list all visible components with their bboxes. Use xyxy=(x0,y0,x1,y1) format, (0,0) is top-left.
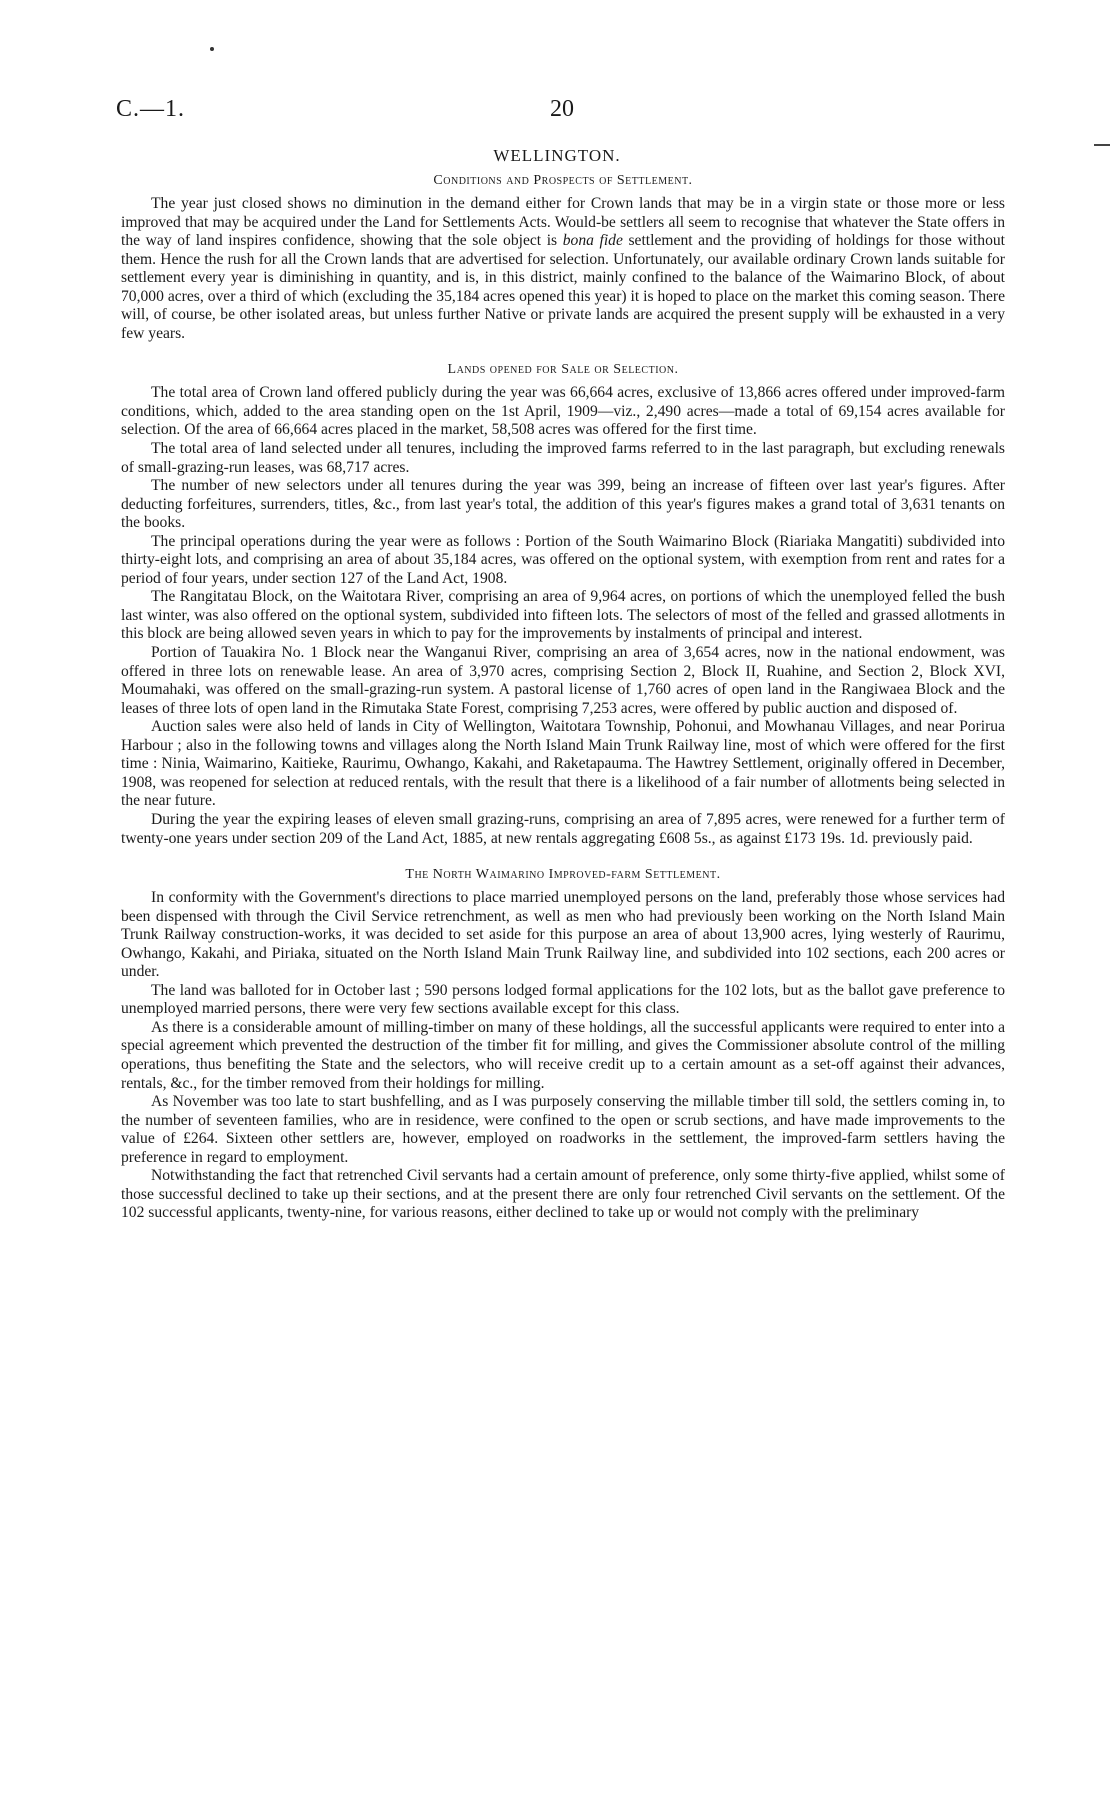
paragraph: The total area of land selected under all tenures, including the improved farms referred to in the last paragraph, but excluding renewals of small-grazing-run leases, was 68,717 acres. xyxy=(121,440,1005,476)
paragraph: In conformity with the Government's directions to place married unemployed persons on the land, preferably those whose services had been dispensed with through the Civil Service retrenchment, as well as men who had previously been working on the North Island Main Trunk Railway construction-works, it was decided to set aside for this purpose an area of about 13,900 acres, lying westerly of Raurimu, Owhango, Kakahi, and Piriaka, situated on the North Island Main Trunk Railway line, and subdivided into 102 sections, each 200 acres or under. xyxy=(121,889,1005,981)
section-heading-lands-opened: Lands opened for Sale or Selection. xyxy=(447,362,679,378)
paragraph: As November was too late to start bushfelling, and as I was purposely conserving the millable timber till sold, the settlers coming in, to the number of seventeen families, who are in residence, were confined to the open or scrub sections, and have made improvements to the value of £264. Sixteen other settlers are, however, employed on roadworks in the settlement, the improved-farm settlers having the preference in regard to employment. xyxy=(121,1093,1005,1166)
section-heading-north-waimarino: The North Waimarino Improved-farm Settlement. xyxy=(405,867,721,883)
page-body xyxy=(121,172,1005,1223)
paragraph: The number of new selectors under all tenures during the year was 399, being an increase of fifteen over last year's figures. After deducting forfeitures, surrenders, titles, &c., from last year's total, the addition of this year's figures makes a grand total of 3,631 tenants on the books. xyxy=(121,477,1005,532)
paragraph: The principal operations during the year were as follows : Portion of the South Waimarino Block (Riariaka Mangatiti) subdivided into thirty-eight lots, and comprising an area of about 35,184 acres, was offered on the optional system, with exemption from rent and rates for a period of four years, under section 127 of the Land Act, 1908. xyxy=(121,532,1005,587)
page-header xyxy=(0,0,1114,140)
paragraph: Auction sales were also held of lands in City of Wellington, Waitotara Township, Pohonui, and Mowhanau Villages, and near Porirua Harbour ; also in the following towns and villages along the North Island Main Trunk Railway line, most of which were offered for the first time : Ninia, Waimarino, Kaitieke, Raurimu, Owhango, Kakahi, and Raketapauma. The Hawtrey Settlement, originally offered in December, 1908, was reopened for selection at reduced rentals, with the result that there is a likelihood of a fair number of allotments being selected in the near future. xyxy=(121,718,1005,810)
ink-dot xyxy=(210,47,214,51)
document-reference: C.—1. xyxy=(116,96,186,122)
paragraph: The total area of Crown land offered publicly during the year was 66,664 acres, exclusive of 13,866 acres offered under improved-farm conditions, which, added to the area standing open on the 1st April, 1909—viz., 2,490 acres—made a total of 69,154 acres available for selection. Of the area of 66,664 acres placed in the market, 58,508 acres was offered for the first time. xyxy=(121,384,1005,439)
section-heading-conditions: Conditions and Prospects of Settlement. xyxy=(433,173,693,188)
paragraph: Portion of Tauakira No. 1 Block near the Wanganui River, comprising an area of 3,654 acres, now in the national endowment, was offered in three lots on renewable lease. An area of 3,970 acres, comprising Section 2, Block II, Ruahine, and Section 2, Block XVI, Moumahaki, was offered on the small-grazing-run system. A pastoral license of 1,760 acres of open land in the Rangiwaea Block and the leases of three lots of open land in the Rimutaka State Forest, comprising 7,253 acres, were offered by public auction and disposed of. xyxy=(121,644,1005,717)
paragraph: The Rangitatau Block, on the Waitotara River, comprising an area of 9,964 acres, on portions of which the unemployed felled the bush last winter, was also offered on the optional system, subdivided into fifteen lots. The selectors of most of the felled and grassed allotments in this block are being allowed seven years in which to pay for the improvements by instalments of principal and interest. xyxy=(121,588,1005,643)
region-heading: WELLINGTON. xyxy=(493,146,621,165)
page-number: 20 xyxy=(550,96,574,122)
paragraph: As there is a considerable amount of milling-timber on many of these holdings, all the successful applicants were required to enter into a special agreement which prevented the destruction of the timber fit for milling, and gives the Commissioner absolute control of the milling operations, thus benefiting the State and the selectors, who will receive credit up to a certain amount as a set-off against their advances, rentals, &c., for the timber removed from their holdings for milling. xyxy=(121,1018,1005,1092)
paragraph: Notwithstanding the fact that retrenched Civil servants had a certain amount of preference, only some thirty-five applied, whilst some of those successful declined to take up their sections, and at the present there are only four retrenched Civil servants on the settlement. Of the 102 successful applicants, twenty-nine, for various reasons, either declined to take up or would not comply with the preliminary xyxy=(121,1167,1005,1222)
paragraph: During the year the expiring leases of eleven small grazing-runs, comprising an area of 7,895 acres, were renewed for a further term of twenty-one years under section 209 of the Land Act, 1885, at new rentals aggregating £608 5s., as against £173 19s. 1d. previously paid. xyxy=(121,810,1005,847)
paragraph: The year just closed shows no diminution in the demand either for Crown lands that may be in a virgin state or those more or less improved that may be acquired under the Land for Settlements Acts. Would-be settlers all seem to recognise that whatever the State offers in the way of land inspires confidence, showing that the sole object is bona fide settlement and the providing of holdings for those without them. Hence the rush for all the Crown lands that are advertised for selection. Unfortunately, our available ordinary Crown lands suitable for settlement every year is diminishing in quantity, and is, in this district, mainly confined to the balance of the Waimarino Block, of about 70,000 acres, over a third of which (excluding the 35,184 acres opened this year) it is hoped to place on the market this coming season. There will, of course, be other isolated areas, but unless further Native or private lands are acquired the present supply will be exhausted in a very few years. xyxy=(121,195,1005,342)
paragraph: The land was balloted for in October last ; 590 persons lodged formal applications for the 102 lots, but as the ballot gave preference to unemployed married persons, there were very few sections available except for this class. xyxy=(121,981,1005,1018)
italic-phrase: bona fide xyxy=(562,232,623,250)
